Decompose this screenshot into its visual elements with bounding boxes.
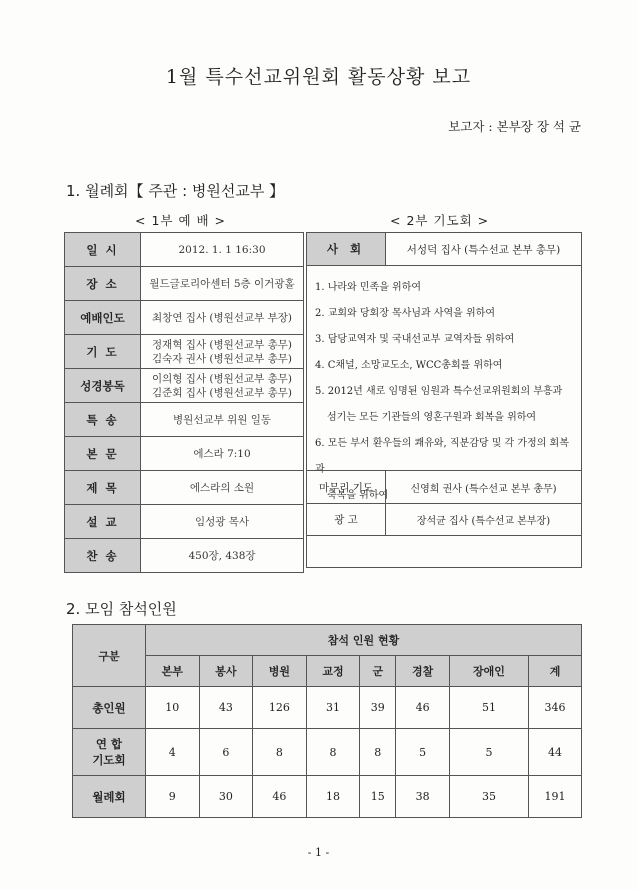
- table-row: [73, 687, 582, 729]
- closing-value: 신영희 권사 (특수선교 본부 총무): [410, 483, 557, 495]
- list-item: 섬기는 모든 기관들의 영혼구원과 회복을 위하여: [327, 412, 537, 423]
- row-label: 일 시: [65, 233, 141, 267]
- row-value-line: 김준회 집사 (병원선교부 총무): [152, 386, 292, 399]
- row-label: 성경봉독: [65, 369, 141, 403]
- section1-heading: 1. 월례회【 주관 : 병원선교부 】: [66, 182, 285, 200]
- table-cell: 35: [449, 776, 528, 818]
- row-value: 임성광 목사: [141, 505, 304, 539]
- table-cell: 30: [199, 776, 253, 818]
- row-label: 기 도: [65, 335, 141, 369]
- table-row: [65, 403, 304, 437]
- table-row: [73, 625, 582, 656]
- table-cell: 43: [199, 687, 253, 729]
- group-header: 참석 인원 현황: [146, 625, 582, 656]
- table-cell: 346: [529, 687, 582, 729]
- table-cell: 51: [449, 687, 528, 729]
- host-label: 사 회: [307, 233, 386, 265]
- table-row: [73, 729, 582, 776]
- row-label: 월례회: [73, 776, 146, 818]
- row-value: 월드글로리아센터 5층 이거광홀: [141, 267, 304, 301]
- page-title: 1월 특수선교위원회 활동상황 보고: [165, 66, 472, 88]
- row-value: 에스라의 소원: [141, 471, 304, 505]
- reporter: 보고자 : 본부장 장 석 균: [448, 119, 581, 134]
- row-label: 제 목: [65, 471, 141, 505]
- row-value: 병원선교부 위원 일동: [141, 403, 304, 437]
- table-cell: 8: [360, 729, 396, 776]
- table-cell: 126: [253, 687, 307, 729]
- section2-heading: 2. 모임 참석인원: [66, 600, 177, 618]
- row-label: 설 교: [65, 505, 141, 539]
- row-value-line: 정재혁 집사 (병원선교부 총무): [152, 338, 292, 351]
- column-header: 장애인: [449, 656, 528, 687]
- list-item: 3. 담당교역자 및 국내선교부 교역자들 위하여: [315, 334, 515, 345]
- list-item: 1. 나라와 민족을 위하여: [315, 282, 422, 293]
- table-row: [65, 437, 304, 471]
- attendance-table: [72, 624, 582, 818]
- table-cell: 8: [253, 729, 307, 776]
- column-header: 교정: [306, 656, 360, 687]
- row-value: [141, 369, 304, 403]
- row-label: 예배인도: [65, 301, 141, 335]
- column-header: 계: [529, 656, 582, 687]
- list-item: 2. 교회와 당회장 목사님과 사역을 위하여: [315, 308, 495, 319]
- list-item: 6. 모든 부서 환우들의 쾌유와, 직분감당 및 각 가정의 회복과: [315, 438, 569, 475]
- table-cell: 46: [253, 776, 307, 818]
- row-label: [73, 729, 146, 776]
- table-cell: 15: [360, 776, 396, 818]
- announcement-value: 장석균 집사 (특수선교 본부장): [416, 515, 551, 527]
- page-number: - 1 -: [307, 846, 330, 859]
- prayer-header: [307, 233, 581, 266]
- row-label: 총인원: [73, 687, 146, 729]
- table-row: [65, 267, 304, 301]
- worship-table: [64, 232, 304, 573]
- list-item: 축복을 위하여: [327, 490, 389, 501]
- category-header: 구분: [73, 625, 146, 687]
- table-row: [73, 776, 582, 818]
- table-cell: 46: [396, 687, 450, 729]
- row-value: 2012. 1. 1 16:30: [141, 233, 304, 267]
- table-cell: 191: [529, 776, 582, 818]
- row-label: 찬 송: [65, 539, 141, 573]
- column-header: 병원: [253, 656, 307, 687]
- row-value: 최창연 집사 (병원선교부 부장): [141, 301, 304, 335]
- announcement-row: [307, 503, 581, 536]
- table-row: [65, 539, 304, 573]
- column-header: 군: [360, 656, 396, 687]
- row-value: 에스라 7:10: [141, 437, 304, 471]
- table-cell: 9: [146, 776, 200, 818]
- table-cell: 10: [146, 687, 200, 729]
- row-label-line: 연 합: [95, 737, 123, 751]
- row-value: [141, 335, 304, 369]
- column-header: 봉사: [199, 656, 253, 687]
- table-cell: 4: [146, 729, 200, 776]
- table-cell: 5: [449, 729, 528, 776]
- table-cell: 6: [199, 729, 253, 776]
- row-label: 본 문: [65, 437, 141, 471]
- list-item: 5. 2012년 새로 임명된 임원과 특수선교위원회의 부흥과: [315, 386, 563, 397]
- table-cell: 39: [360, 687, 396, 729]
- table-cell: 44: [529, 729, 582, 776]
- prayer-box: [306, 232, 582, 568]
- column-header: 본부: [146, 656, 200, 687]
- row-value-line: 김숙자 권사 (병원선교부 총무): [152, 352, 292, 365]
- table-row: [65, 233, 304, 267]
- table-cell: 38: [396, 776, 450, 818]
- part1-title: < 1부 예 배 >: [135, 213, 227, 228]
- table-cell: 8: [306, 729, 360, 776]
- table-row: [65, 301, 304, 335]
- table-cell: 5: [396, 729, 450, 776]
- closing-prayer-row: [307, 470, 581, 504]
- table-row: [73, 656, 582, 687]
- column-header: 경찰: [396, 656, 450, 687]
- row-label-line: 기도회: [92, 753, 126, 767]
- table-cell: 18: [306, 776, 360, 818]
- table-row: [65, 369, 304, 403]
- table-row: [65, 335, 304, 369]
- part2-title: < 2부 기도회 >: [390, 213, 490, 228]
- row-label: 특 송: [65, 403, 141, 437]
- row-label: 장 소: [65, 267, 141, 301]
- announcement-label: 광 고: [307, 503, 386, 535]
- list-item: 4. C채널, 소망교도소, WCC총회를 위하여: [315, 360, 503, 371]
- row-value-line: 이의형 집사 (병원선교부 총무): [152, 372, 292, 385]
- closing-label: 마무리 기도: [307, 471, 386, 503]
- table-cell: 31: [306, 687, 360, 729]
- host-value: 서성덕 집사 (특수선교 본부 총무): [406, 243, 561, 256]
- table-row: [65, 471, 304, 505]
- row-value: 450장, 438장: [141, 539, 304, 573]
- table-row: [65, 505, 304, 539]
